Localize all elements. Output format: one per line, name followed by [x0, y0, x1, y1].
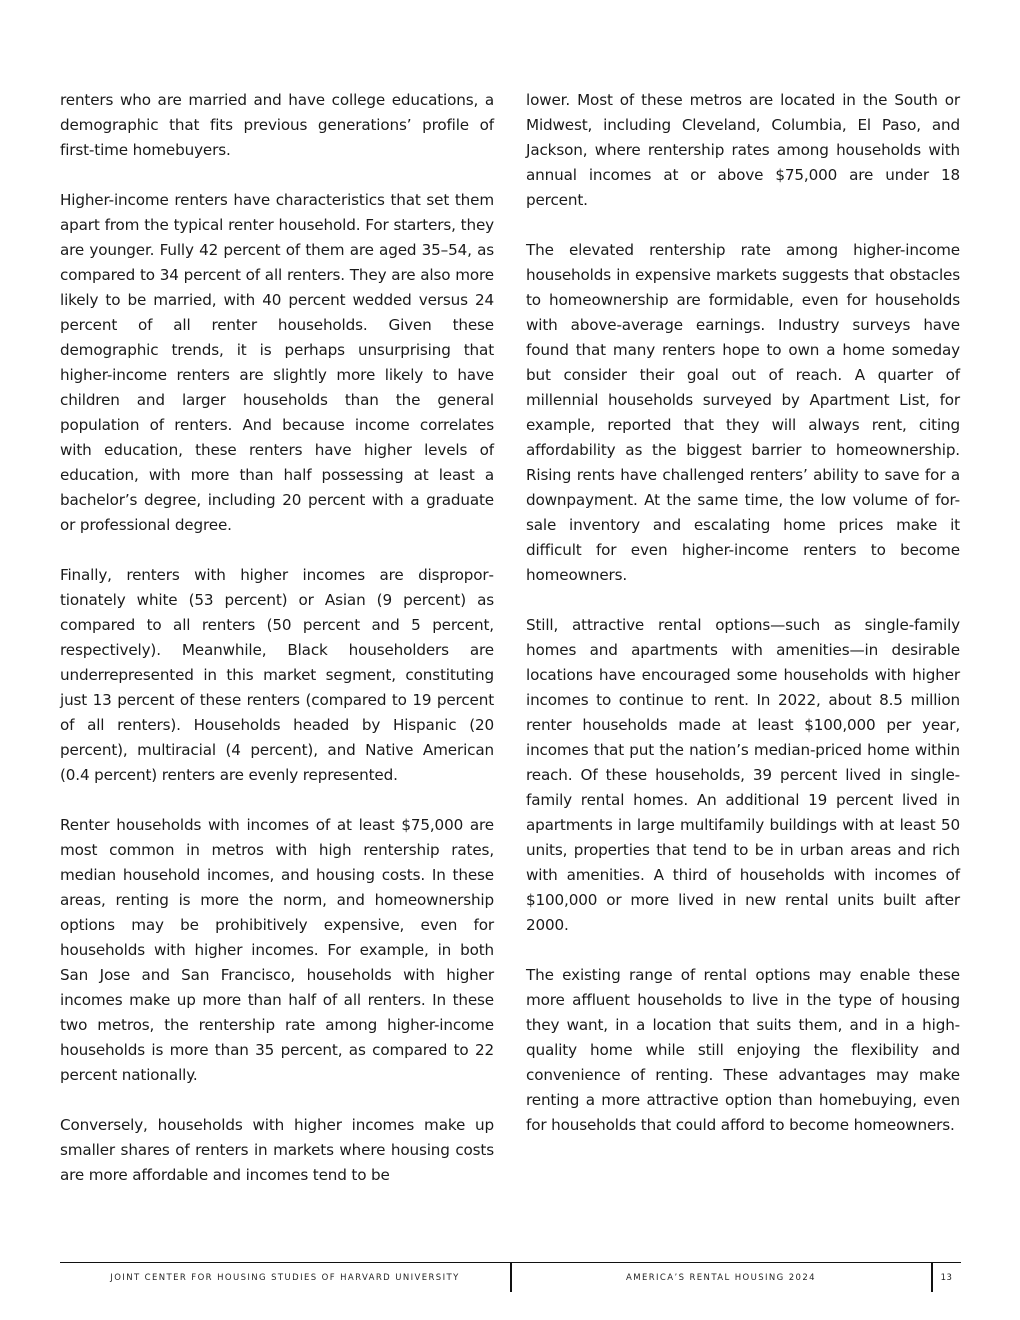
- footer-report-title: AMERICA’S RENTAL HOUSING 2024: [626, 1272, 816, 1283]
- paragraph: Conversely, households with higher incomes make up smaller shares of renters in markets where housing costs are more affordable and incomes tend to be: [60, 1116, 494, 1184]
- page-footer: [60, 1262, 961, 1292]
- paragraph: renters who are married and have college educations, a demographic that fits previous generations’ profile of first-time homebuyers.: [60, 91, 494, 159]
- paragraph: The existing range of rental options may enable these more affluent households to live in the type of housing they want, in a location that suits them, and in a high-quality home while still enjoying the flexibility and convenience of renting. These advantages may make renting a more attractive option than homebuying, even for households that could afford to become homeowners.: [526, 966, 960, 1134]
- paragraph: Finally, renters with higher incomes are disproportionately white (53 percent) or Asian (9 percent) as compared to all renters (50 percent and 5 percent, respectively). Meanwhile, Black householders are underrepresented in this market segment, constituting just 13 percent of these renters (compared to 19 percent of all renters). Households headed by Hispanic (20 percent), multiracial (4 percent), and Native American (0.4 percent) renters are evenly represented.: [60, 566, 494, 784]
- paragraph: Renter households with incomes of at least $75,000 are most common in metros with high rentership rates, median household incomes, and housing costs. In these areas, renting is more the norm, and homeownership options may be prohibitively expensive, even for households with higher incomes. For example, in both San Jose and San Francisco, households with higher incomes make up more than half of all renters. In these two metros, the rentership rate among higher-income households is more than 35 percent, as compared to 22 percent nationally.: [60, 816, 494, 1084]
- paragraph: lower. Most of these metros are located in the South or Midwest, including Cleveland, Columbia, El Paso, and Jackson, where rentership rates among households with annual incomes at or above $75,000 are under 18 percent.: [526, 91, 960, 209]
- paragraph: Higher-income renters have characteristics that set them apart from the typical renter household. For starters, they are younger. Fully 42 percent of them are aged 35–54, as compared to 34 percent of all renters. They are also more likely to be married, with 40 percent wedded versus 24 percent of all renter households. Given these demographic trends, it is perhaps unsurprising that higher-income renters are slightly more likely to have children and larger households than the general population of renters. And because income correlates with education, these renters have higher levels of education, with more than half possessing at least a bachelor’s degree, including 20 percent with a graduate or professional degree.: [60, 191, 494, 534]
- left-text-column: [60, 88, 494, 1213]
- right-text-column: [526, 88, 960, 1163]
- footer-organization: JOINT CENTER FOR HOUSING STUDIES OF HARVARD UNIVERSITY: [110, 1272, 460, 1283]
- page-number: 13: [940, 1272, 953, 1283]
- paragraph: The elevated rentership rate among higher-income households in expensive markets suggests that obstacles to homeownership are formidable, even for households with above-average earnings. Industry surveys have found that many renters hope to own a home someday but consider their goal out of reach. A quarter of millennial households surveyed by Apartment List, for example, reported that they will always rent, citing affordability as the biggest barrier to homeownership. Rising rents have challenged renters’ ability to save for a downpayment. At the same time, the low volume of for-sale inventory and escalating home prices make it difficult for even higher-income renters to become homeowners.: [526, 241, 960, 584]
- paragraph: Still, attractive rental options—such as single-family homes and apartments with amenities—in desirable locations have encouraged some households with higher incomes to continue to rent. In 2022, about 8.5 million renter households made at least $100,000 per year, incomes that put the nation’s median-priced home within reach. Of these households, 39 percent lived in single-family rental homes. An additional 19 percent lived in apartments in large multifamily buildings with at least 50 units, properties that tend to be in urban areas and rich with amenities. A third of households with incomes of $100,000 or more lived in new rental units built after 2000.: [526, 616, 960, 934]
